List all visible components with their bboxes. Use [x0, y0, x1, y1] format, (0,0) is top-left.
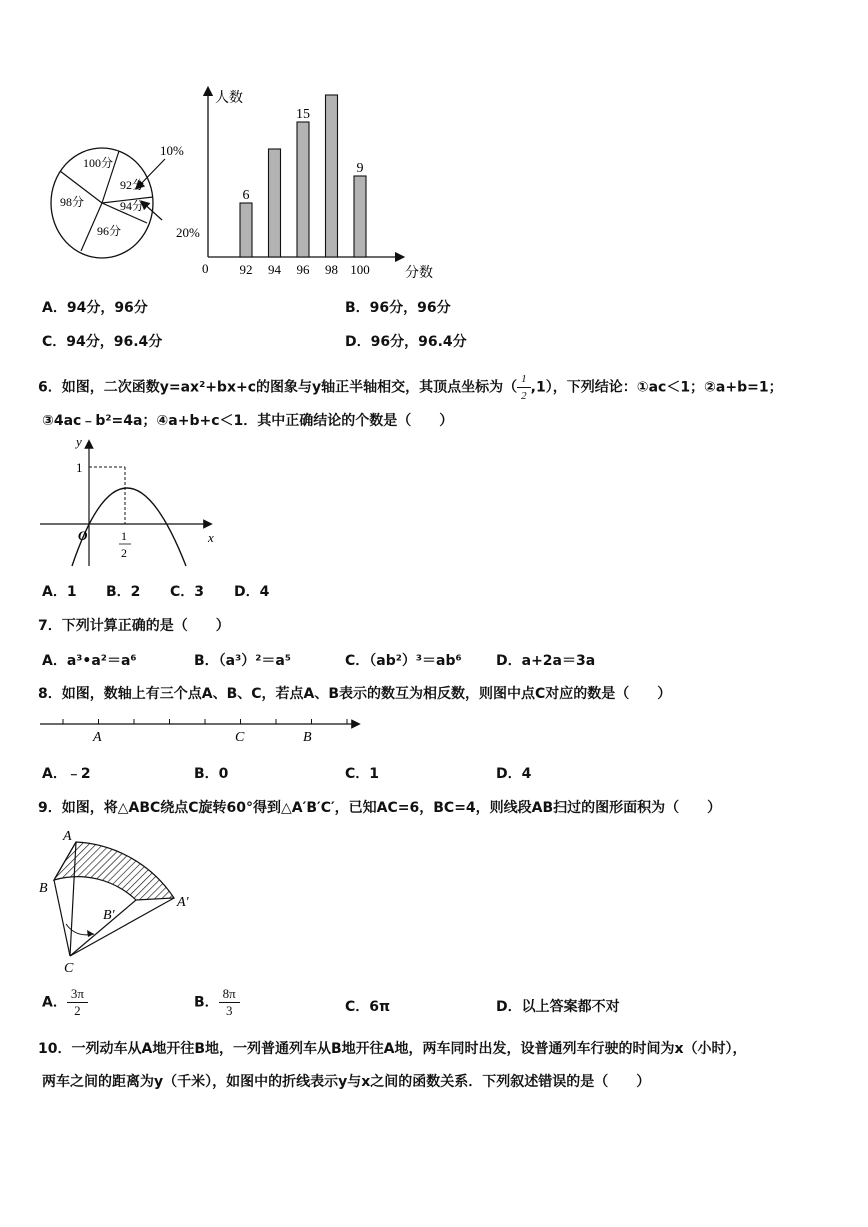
- pie-chart: [40, 85, 200, 295]
- x-tick-100: 100: [350, 262, 370, 277]
- bar-92: [240, 203, 252, 257]
- q6-option-b[interactable]: B．2: [106, 584, 141, 600]
- q5-option-c[interactable]: C．94分，96.4分: [42, 334, 163, 350]
- q7-question: 7．下列计算正确的是（ ）: [38, 618, 230, 634]
- q6-option-a[interactable]: A．1: [42, 584, 77, 600]
- q8-option-b[interactable]: B．0: [194, 766, 229, 782]
- pie-label-100: 100分: [83, 156, 114, 170]
- q5-option-d[interactable]: D．96分，96.4分: [345, 334, 467, 350]
- segment-apc: [70, 898, 174, 956]
- opt-b-num: 8π: [219, 986, 240, 1003]
- q7-option-c[interactable]: C．（ab²）³＝ab⁶: [345, 653, 462, 669]
- parabola-graph: [38, 436, 228, 571]
- q9-option-c[interactable]: C．6π: [345, 999, 391, 1015]
- q7-option-d[interactable]: D．a+2a＝3a: [496, 653, 596, 669]
- q8-option-a[interactable]: A．﹣2: [42, 766, 91, 782]
- point-c-label: C: [235, 730, 245, 745]
- data-label-96: 15: [296, 107, 310, 122]
- bar-100: [354, 176, 366, 257]
- q9-option-b[interactable]: B． $\frac{8\pi}{3}$: [194, 986, 240, 1019]
- q9-option-d[interactable]: D．以上答案都不对: [496, 999, 620, 1015]
- point-b-label: B: [303, 730, 312, 745]
- half-den: 2: [121, 546, 127, 560]
- q8-option-d[interactable]: D．4: [496, 766, 532, 782]
- pie-pct-20: 20%: [176, 225, 200, 240]
- label-a: A: [63, 829, 72, 844]
- opt-a-num: 3π: [67, 986, 88, 1003]
- tick-1: 1: [76, 460, 83, 475]
- point-a-label: A: [93, 730, 102, 745]
- opt-a-den: 2: [74, 1003, 81, 1018]
- q8-option-c[interactable]: C．1: [345, 766, 380, 782]
- q6-question-line2: ③4ac﹣b²=4a；④a+b+c＜1．其中正确结论的个数是（ ）: [42, 413, 454, 429]
- y-axis-label: 人数: [215, 91, 243, 106]
- pie-label-96: 96分: [97, 224, 122, 238]
- x-tick-98: 98: [325, 262, 338, 277]
- segment-bc: [54, 880, 70, 956]
- q10-question-line2: 两车之间的距离为y（千米），如图中的折线表示y与x之间的函数关系．下列叙述错误的是（ ）: [42, 1074, 651, 1090]
- y-label: y: [76, 434, 82, 449]
- x-tick-94: 94: [268, 262, 281, 277]
- number-line: [38, 712, 368, 748]
- data-label-92: 6: [242, 188, 250, 203]
- rotation-figure: [36, 826, 211, 976]
- label-ap: A′: [177, 895, 189, 910]
- vertex-frac-den: 2: [521, 390, 527, 402]
- q6-question-line1: 6．如图，二次函数y=ax²+bx+c的图象与y轴正半轴相交，其顶点坐标为（ $\frac{1}{2}$ ,1），下列结论：①ac＜1；②a+b=1；: [38, 373, 783, 402]
- origin-label: O: [78, 528, 88, 543]
- q6-option-c[interactable]: C．3: [170, 584, 205, 600]
- q7-option-b[interactable]: B．（a³）²＝a⁵: [194, 653, 291, 669]
- x-axis-label: 分数: [405, 266, 433, 281]
- data-label-100: 9: [356, 161, 364, 176]
- label-bp: B′: [103, 908, 115, 923]
- x-label: x: [208, 530, 214, 545]
- q9-option-a[interactable]: A． $\frac{3\pi}{2}$: [42, 986, 88, 1019]
- q9-question: 9．如图，将△ABC绕点C旋转60°得到△A′B′C′，已知AC=6，BC=4，则线段AB扫过的图形面积为（ ）: [38, 800, 722, 816]
- pie-label-94: 94分: [120, 199, 145, 213]
- bar-96: [297, 122, 309, 257]
- x-tick-92: 92: [239, 262, 253, 277]
- pie-label-98: 98分: [60, 195, 85, 209]
- q6-option-d[interactable]: D．4: [234, 584, 270, 600]
- q8-question: 8．如图，数轴上有三个点A、B、C，若点A、B表示的数互为相反数，则图中点C对应的数是（ ）: [38, 686, 672, 702]
- x-tick-96: 96: [296, 262, 310, 277]
- label-b: B: [39, 881, 48, 896]
- swept-region: [54, 842, 174, 900]
- bar-94: [269, 149, 281, 257]
- q7-option-a[interactable]: A．a³•a²＝a⁶: [42, 653, 137, 669]
- half-num: 1: [121, 529, 127, 543]
- bar-98: [326, 95, 338, 257]
- q5-option-a[interactable]: A．94分，96分: [42, 300, 148, 316]
- label-c: C: [64, 961, 74, 976]
- pie-label-92: 92分: [120, 178, 145, 192]
- opt-b-den: 3: [225, 1003, 233, 1018]
- origin-label: 0: [202, 261, 209, 276]
- vertex-frac-num: 1: [517, 371, 531, 388]
- pie-pct-10: 10%: [160, 143, 184, 158]
- q10-question-line1: 10．一列动车从A地开往B地，一列普通列车从B地开往A地，两车同时出发，设普通列车行驶的时间为x（小时），: [38, 1041, 747, 1057]
- q5-option-b[interactable]: B．96分，96分: [345, 300, 451, 316]
- bar-chart: [195, 85, 445, 285]
